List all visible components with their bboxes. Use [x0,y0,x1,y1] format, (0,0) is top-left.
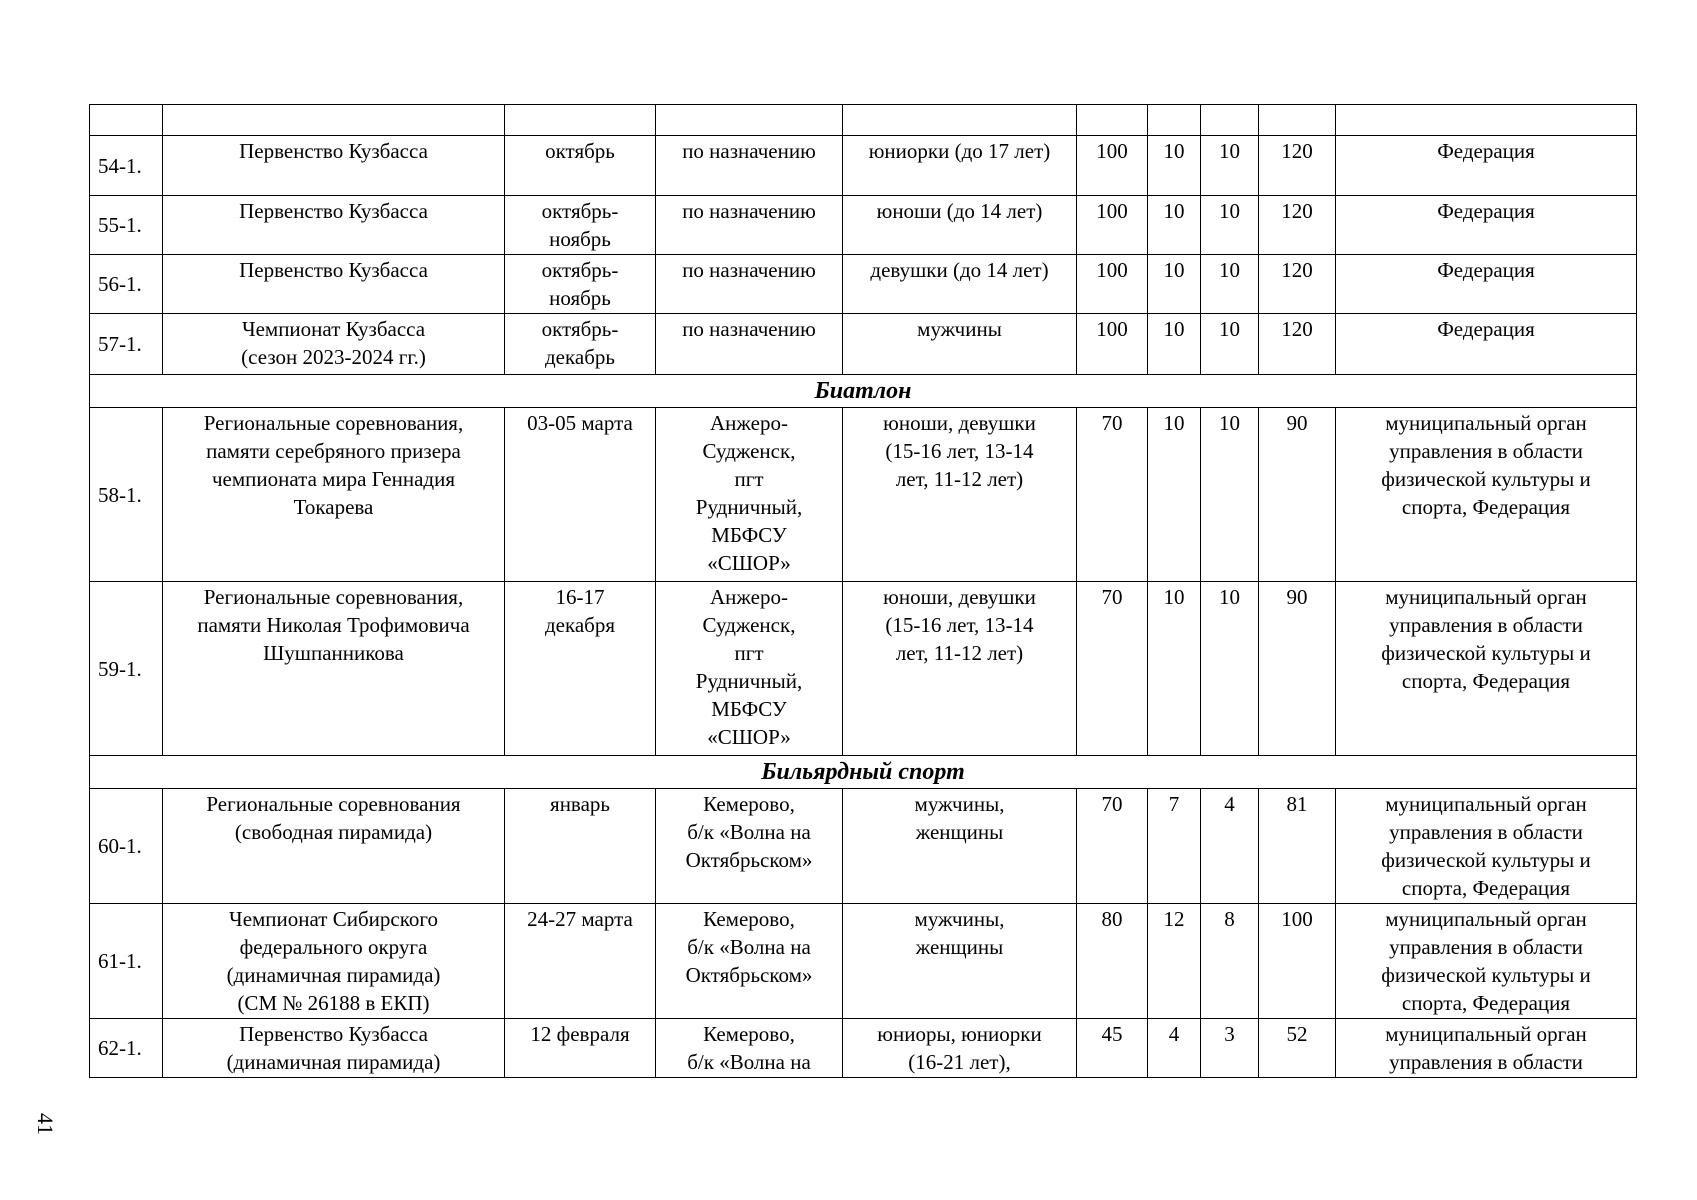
event-participants-line: юниорки (до 17 лет) [868,139,1051,163]
event-organizer-line: управления в области [1389,439,1583,463]
header-cell [843,105,1077,136]
row-number: 60-1. [90,789,163,904]
event-organizer-line: управления в области [1389,820,1583,844]
row-number: 61-1. [90,904,163,1019]
count-participants: 100 [1077,196,1148,255]
event-place-line: б/к «Волна на [687,820,811,844]
event-place [656,1019,843,1078]
event-date [505,136,656,196]
event-date-line: октябрь- [541,317,619,341]
event-participants-line: юноши, девушки [883,585,1036,609]
event-organizer-line: муниципальный орган [1385,1022,1587,1046]
event-date-line: 12 февраля [530,1022,630,1046]
event-place-line: МБФСУ [711,697,787,721]
event-name-line: Первенство Кузбасса [239,258,428,282]
event-organizer-line: управления в области [1389,613,1583,637]
event-organizer-line: физической культуры и [1381,963,1591,987]
event-participants-line: лет, 11-12 лет) [895,641,1024,665]
count-total: 120 [1259,136,1336,196]
event-place [656,904,843,1019]
table-row [90,136,1637,196]
event-participants [843,255,1077,314]
event-place-line: МБФСУ [711,523,787,547]
event-place-line: по назначению [682,139,816,163]
count-judges: 10 [1201,314,1259,375]
event-organizer-line: Федерация [1437,317,1535,341]
table-header-row [90,105,1637,136]
event-date-line: 16-17 [555,585,605,609]
event-organizer-line: муниципальный орган [1385,907,1587,931]
table-row [90,789,1637,904]
event-place [656,408,843,582]
event-participants-line: девушки (до 14 лет) [870,258,1049,282]
row-number: 56-1. [90,255,163,314]
event-name-line: Шушпанникова [263,641,404,665]
event-organizer [1336,136,1637,196]
count-coaches: 10 [1148,314,1201,375]
event-name [163,789,505,904]
event-organizer [1336,1019,1637,1078]
row-number: 57-1. [90,314,163,375]
event-name [163,582,505,756]
event-organizer-line: Федерация [1437,258,1535,282]
event-date [505,904,656,1019]
count-total: 100 [1259,904,1336,1019]
count-total: 120 [1259,314,1336,375]
event-place-line: б/к «Волна на [687,935,811,959]
count-participants: 70 [1077,582,1148,756]
event-date [505,196,656,255]
event-organizer-line: спорта, Федерация [1401,495,1571,519]
count-participants: 45 [1077,1019,1148,1078]
event-organizer [1336,904,1637,1019]
event-participants-line: юноши (до 14 лет) [876,199,1043,223]
row-number: 58-1. [90,408,163,582]
event-name-line: Региональные соревнования [206,792,461,816]
event-organizer-line: муниципальный орган [1385,585,1587,609]
event-name-line: (динамичная пирамида) [226,1050,441,1074]
event-participants [843,789,1077,904]
event-organizer-line: спорта, Федерация [1401,669,1571,693]
event-participants [843,582,1077,756]
count-participants: 100 [1077,314,1148,375]
event-participants-line: женщины [915,820,1004,844]
event-name-line: Первенство Кузбасса [239,139,428,163]
event-name-line: Региональные соревнования, [203,585,464,609]
event-name-line: (свободная пирамида) [234,820,433,844]
event-place-line: Судженск, [702,439,796,463]
count-participants: 100 [1077,255,1148,314]
table-body [90,105,1637,1078]
event-name [163,314,505,375]
table-row [90,904,1637,1019]
header-cell [1077,105,1148,136]
event-name-line: (СМ № 26188 в ЕКП) [237,991,430,1015]
row-number: 54-1. [90,136,163,196]
header-cell [1148,105,1201,136]
event-participants [843,1019,1077,1078]
event-place-line: Рудничный, [695,495,803,519]
event-place-line: «СШОР» [707,551,791,575]
event-participants-line: (15-16 лет, 13-14 [885,613,1034,637]
event-organizer-line: спорта, Федерация [1401,991,1571,1015]
count-participants: 80 [1077,904,1148,1019]
table-row [90,314,1637,375]
count-participants: 100 [1077,136,1148,196]
count-judges: 10 [1201,582,1259,756]
count-judges: 10 [1201,408,1259,582]
header-cell [163,105,505,136]
header-cell [505,105,656,136]
count-coaches: 4 [1148,1019,1201,1078]
event-date [505,255,656,314]
event-name-line: Токарева [293,495,374,519]
header-cell [656,105,843,136]
event-organizer [1336,789,1637,904]
event-place-line: Анжеро- [710,585,788,609]
table-row [90,408,1637,582]
count-total: 90 [1259,408,1336,582]
event-organizer-line: Федерация [1437,199,1535,223]
event-participants [843,408,1077,582]
event-name-line: Чемпионат Сибирского [229,907,438,931]
event-organizer-line: управления в области [1389,935,1583,959]
count-judges: 10 [1201,136,1259,196]
event-place-line: Октябрьском» [685,963,813,987]
event-participants [843,136,1077,196]
event-participants [843,904,1077,1019]
event-name [163,904,505,1019]
event-date-line: октябрь [545,139,615,163]
event-participants-line: юноши, девушки [883,411,1036,435]
count-total: 81 [1259,789,1336,904]
event-date-line: октябрь- [541,199,619,223]
event-place-line: пгт [734,467,764,491]
event-place-line: пгт [734,641,764,665]
event-date [505,408,656,582]
event-name [163,136,505,196]
event-participants-line: (16-21 лет), [908,1050,1011,1074]
event-name-line: Первенство Кузбасса [239,1022,428,1046]
count-participants: 70 [1077,408,1148,582]
event-organizer-line: Федерация [1437,139,1535,163]
count-participants: 70 [1077,789,1148,904]
event-participants-line: лет, 11-12 лет) [895,467,1024,491]
row-number: 59-1. [90,582,163,756]
event-participants-line: (15-16 лет, 13-14 [885,439,1034,463]
event-participants-line: мужчины [917,317,1002,341]
event-place-line: Кемерово, [703,907,795,931]
event-date-line: ноябрь [549,227,611,251]
count-coaches: 10 [1148,196,1201,255]
event-organizer-line: физической культуры и [1381,641,1591,665]
row-number: 62-1. [90,1019,163,1078]
event-date-line: ноябрь [549,286,611,310]
event-name-line: памяти Николая Трофимовича [197,613,470,637]
event-place [656,789,843,904]
event-organizer-line: муниципальный орган [1385,411,1587,435]
event-participants-line: женщины [915,935,1004,959]
header-cell [90,105,163,136]
event-organizer [1336,314,1637,375]
event-name-line: (динамичная пирамида) [226,963,441,987]
event-participants [843,314,1077,375]
event-name-line: Первенство Кузбасса [239,199,428,223]
event-name-line: Чемпионат Кузбасса [241,317,426,341]
table-row [90,582,1637,756]
table-row [90,255,1637,314]
event-organizer-line: спорта, Федерация [1401,876,1571,900]
event-name-line: (сезон 2023-2024 гг.) [241,345,426,369]
count-judges: 4 [1201,789,1259,904]
event-participants-line: юниоры, юниорки [877,1022,1042,1046]
event-organizer-line: муниципальный орган [1385,792,1587,816]
event-organizer [1336,196,1637,255]
event-date-line: октябрь- [541,258,619,282]
event-organizer [1336,582,1637,756]
count-judges: 3 [1201,1019,1259,1078]
header-cell [1201,105,1259,136]
event-name-line: Региональные соревнования, [203,411,464,435]
page-number: 41 [33,1113,58,1135]
event-name-line: памяти серебряного призера [206,439,461,463]
event-participants [843,196,1077,255]
count-coaches: 10 [1148,408,1201,582]
event-place [656,196,843,255]
event-date-line: декабря [544,613,616,637]
event-name [163,255,505,314]
count-total: 52 [1259,1019,1336,1078]
event-place-line: по назначению [682,317,816,341]
table-row [90,196,1637,255]
event-name [163,408,505,582]
section-title: Бильярдный спорт [90,756,1637,789]
count-coaches: 10 [1148,582,1201,756]
count-coaches: 12 [1148,904,1201,1019]
event-name-line: чемпионата мира Геннадия [211,467,455,491]
event-place-line: Рудничный, [695,669,803,693]
event-place-line: по назначению [682,199,816,223]
event-date-line: январь [550,792,610,816]
count-total: 120 [1259,255,1336,314]
row-number: 55-1. [90,196,163,255]
count-coaches: 10 [1148,255,1201,314]
count-judges: 8 [1201,904,1259,1019]
event-date [505,789,656,904]
header-cell [1259,105,1336,136]
event-place [656,582,843,756]
event-name-line: федерального округа [239,935,428,959]
event-place-line: «СШОР» [707,725,791,749]
count-total: 120 [1259,196,1336,255]
section-row [90,375,1637,408]
event-date-line: декабрь [545,345,615,369]
event-place [656,314,843,375]
event-place [656,136,843,196]
events-table [89,104,1637,1078]
event-organizer [1336,408,1637,582]
event-organizer [1336,255,1637,314]
event-place-line: по назначению [682,258,816,282]
event-participants-line: мужчины, [914,907,1005,931]
event-date-line: 03-05 марта [527,411,633,435]
event-organizer-line: физической культуры и [1381,467,1591,491]
event-date [505,1019,656,1078]
count-coaches: 7 [1148,789,1201,904]
event-name [163,1019,505,1078]
event-place [656,255,843,314]
section-title: Биатлон [90,375,1637,408]
count-total: 90 [1259,582,1336,756]
event-name [163,196,505,255]
event-place-line: Кемерово, [703,1022,795,1046]
event-place-line: б/к «Волна на [687,1050,811,1074]
event-date [505,582,656,756]
event-date-line: 24-27 марта [527,907,633,931]
event-organizer-line: физической культуры и [1381,848,1591,872]
event-participants-line: мужчины, [914,792,1005,816]
count-judges: 10 [1201,196,1259,255]
event-date [505,314,656,375]
count-judges: 10 [1201,255,1259,314]
table-row [90,1019,1637,1078]
event-place-line: Кемерово, [703,792,795,816]
event-organizer-line: управления в области [1389,1050,1583,1074]
event-place-line: Анжеро- [710,411,788,435]
count-coaches: 10 [1148,136,1201,196]
event-place-line: Судженск, [702,613,796,637]
section-row [90,756,1637,789]
event-place-line: Октябрьском» [685,848,813,872]
header-cell [1336,105,1637,136]
